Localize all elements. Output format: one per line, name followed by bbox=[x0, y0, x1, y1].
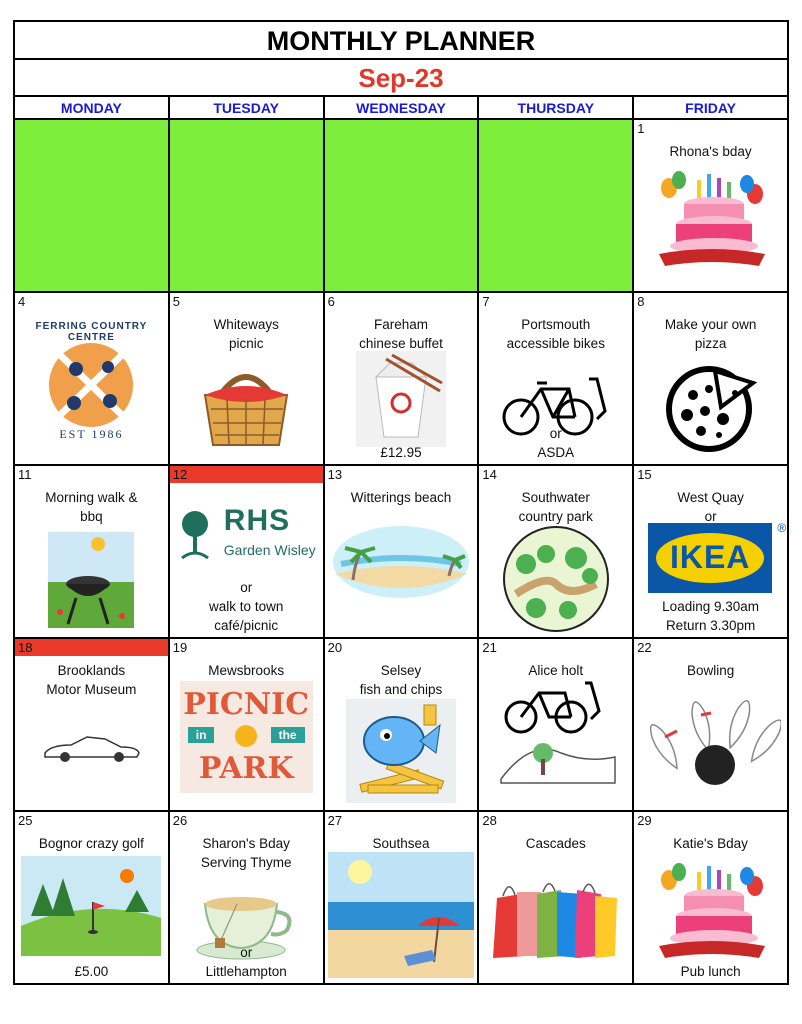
event-line: West Quay bbox=[677, 490, 744, 505]
event-text bbox=[479, 834, 632, 853]
day-cell-25 bbox=[14, 811, 169, 984]
footer-line: £5.00 bbox=[74, 964, 109, 979]
weekday-wednesday: WEDNESDAY bbox=[324, 96, 479, 119]
day-number: 13 bbox=[327, 467, 343, 482]
day-cell-20 bbox=[324, 638, 479, 811]
day-cell-29 bbox=[633, 811, 788, 984]
day-cell-21 bbox=[478, 638, 633, 811]
birthday-cake-icon bbox=[651, 166, 771, 281]
day-cell-5 bbox=[169, 292, 324, 465]
bike-trail-icon bbox=[491, 679, 621, 794]
week-row bbox=[14, 465, 788, 638]
logo-subtext: Garden Wisley bbox=[223, 542, 316, 558]
picnic-in-the-park-logo bbox=[180, 681, 313, 793]
event-line: Brooklands bbox=[57, 663, 126, 678]
event-line: Morning walk & bbox=[45, 490, 138, 505]
day-number: 7 bbox=[482, 294, 490, 309]
weekday-tuesday: TUESDAY bbox=[169, 96, 324, 119]
event-line: Serving Thyme bbox=[200, 855, 292, 870]
crazy-golf-icon bbox=[21, 856, 161, 961]
event-text bbox=[15, 488, 168, 526]
event-text bbox=[170, 661, 323, 680]
fish-and-chips-icon bbox=[346, 699, 456, 808]
logo-text: FERRING COUNTRY CENTRE bbox=[35, 321, 148, 343]
event-line: Sharon's Bday bbox=[202, 836, 290, 851]
event-text bbox=[15, 834, 168, 853]
logo-subtext: PARK bbox=[198, 751, 294, 786]
event-text bbox=[170, 315, 323, 353]
highlight-bar bbox=[170, 466, 323, 483]
event-text bbox=[634, 488, 787, 526]
day-cell-1 bbox=[633, 119, 788, 292]
footer-line: Loading 9.30am bbox=[662, 599, 759, 614]
event-text bbox=[15, 661, 168, 699]
footer-line: café/picnic bbox=[214, 618, 279, 633]
event-line: Katie's Bday bbox=[673, 836, 748, 851]
day-cell-18 bbox=[14, 638, 169, 811]
day-number: 4 bbox=[18, 294, 26, 309]
event-line: Southsea bbox=[372, 836, 430, 851]
day-cell-14 bbox=[478, 465, 633, 638]
day-number: 20 bbox=[327, 640, 343, 655]
event-line: country park bbox=[518, 509, 593, 524]
event-line: Bowling bbox=[686, 663, 735, 678]
day-number: 6 bbox=[327, 294, 335, 309]
week-row bbox=[14, 811, 788, 984]
highlight-bar bbox=[15, 639, 168, 656]
footer-line: or bbox=[549, 426, 562, 441]
event-text bbox=[479, 315, 632, 353]
day-cell-28 bbox=[478, 811, 633, 984]
event-line: Selsey bbox=[380, 663, 422, 678]
day-number: 22 bbox=[637, 640, 652, 655]
day-cell-11 bbox=[14, 465, 169, 638]
day-number: 26 bbox=[172, 813, 188, 828]
event-footer bbox=[634, 597, 787, 635]
calendar-grid bbox=[13, 95, 789, 985]
event-line: Rhona's bday bbox=[669, 144, 752, 159]
chinese-takeaway-box-icon bbox=[356, 351, 446, 452]
week-row bbox=[14, 292, 788, 465]
logo-mid-in: in bbox=[188, 727, 215, 743]
week-row bbox=[14, 638, 788, 811]
day-cell-26 bbox=[169, 811, 324, 984]
footer-line: Pub lunch bbox=[680, 964, 741, 979]
pizza-icon bbox=[663, 363, 759, 458]
event-text bbox=[479, 488, 632, 526]
event-line: Fareham bbox=[373, 317, 428, 332]
event-text bbox=[325, 315, 478, 353]
event-footer bbox=[170, 943, 323, 981]
day-number: 19 bbox=[172, 640, 188, 655]
country-park-map-icon bbox=[496, 524, 616, 638]
event-line: Motor Museum bbox=[46, 682, 137, 697]
week-row bbox=[14, 119, 788, 292]
event-line: Southwater bbox=[521, 490, 590, 505]
empty-day-cell bbox=[14, 119, 169, 292]
event-footer bbox=[479, 424, 632, 462]
day-number: 29 bbox=[637, 813, 652, 828]
footer-line: walk to town bbox=[209, 599, 284, 614]
day-number: 15 bbox=[637, 467, 652, 482]
month-label: Sep-23 bbox=[13, 58, 789, 95]
ikea-logo: IKEA ® bbox=[648, 523, 772, 593]
footer-line: Return 3.30pm bbox=[665, 618, 756, 633]
day-cell-7 bbox=[478, 292, 633, 465]
day-number: 1 bbox=[637, 121, 645, 136]
weekday-header-row bbox=[14, 96, 788, 119]
event-text bbox=[634, 315, 787, 353]
day-number: 12 bbox=[172, 467, 188, 482]
footer-line: or bbox=[240, 945, 253, 960]
event-line: Make your own bbox=[664, 317, 757, 332]
event-line: picnic bbox=[228, 336, 264, 351]
logo-text: IKEA bbox=[669, 539, 751, 575]
logo-subtext: EST 1986 bbox=[59, 427, 124, 441]
empty-day-cell bbox=[478, 119, 633, 292]
beach-island-icon bbox=[331, 522, 471, 605]
day-number: 18 bbox=[18, 640, 33, 655]
day-number: 11 bbox=[18, 467, 32, 482]
event-footer bbox=[170, 578, 323, 635]
event-text bbox=[634, 142, 787, 161]
planner-title: MONTHLY PLANNER bbox=[13, 20, 789, 58]
day-number: 14 bbox=[482, 467, 497, 482]
event-line: fish and chips bbox=[359, 682, 443, 697]
logo-mid-the: the bbox=[271, 727, 305, 743]
rhs-garden-wisley-logo bbox=[178, 504, 319, 574]
event-text bbox=[634, 834, 787, 853]
day-number: 21 bbox=[482, 640, 497, 655]
event-line: Mewsbrooks bbox=[208, 663, 285, 678]
event-text bbox=[170, 834, 323, 872]
event-line: bbq bbox=[80, 509, 103, 524]
shopping-bags-icon bbox=[491, 876, 621, 965]
bbq-grill-icon bbox=[48, 532, 134, 633]
weekday-thursday: THURSDAY bbox=[478, 96, 633, 119]
day-cell-13 bbox=[324, 465, 479, 638]
event-text bbox=[325, 661, 478, 699]
weekday-friday: FRIDAY bbox=[633, 96, 788, 119]
day-number: 28 bbox=[482, 813, 497, 828]
birthday-cake-icon bbox=[651, 858, 771, 973]
event-line: chinese buffet bbox=[359, 336, 443, 351]
event-line: or bbox=[704, 509, 717, 524]
event-line: Bognor crazy golf bbox=[38, 836, 144, 851]
bowling-icon bbox=[641, 691, 781, 796]
event-line: Portsmouth bbox=[521, 317, 591, 332]
event-line: Whiteways bbox=[213, 317, 279, 332]
day-cell-4 bbox=[14, 292, 169, 465]
footer-line: ASDA bbox=[537, 445, 575, 460]
event-text bbox=[325, 834, 478, 853]
event-line: pizza bbox=[694, 336, 727, 351]
day-cell-22 bbox=[633, 638, 788, 811]
day-number: 27 bbox=[327, 813, 343, 828]
day-cell-27 bbox=[324, 811, 479, 984]
day-cell-12 bbox=[169, 465, 324, 638]
planner-sheet bbox=[13, 20, 789, 985]
logo-text: RHS bbox=[223, 504, 291, 537]
event-line: Alice holt bbox=[528, 663, 584, 678]
footer-line: £12.95 bbox=[380, 445, 422, 460]
event-line: accessible bikes bbox=[506, 336, 605, 351]
event-text bbox=[325, 488, 478, 507]
day-cell-6 bbox=[324, 292, 479, 465]
beach-umbrella-icon bbox=[328, 852, 474, 983]
event-text bbox=[479, 661, 632, 680]
picnic-basket-icon bbox=[191, 359, 301, 454]
empty-day-cell bbox=[169, 119, 324, 292]
day-number: 25 bbox=[18, 813, 33, 828]
day-number: 8 bbox=[637, 294, 645, 309]
logo-text: PICNIC bbox=[183, 687, 310, 722]
event-text bbox=[634, 661, 787, 680]
event-footer bbox=[634, 962, 787, 981]
day-number: 5 bbox=[172, 294, 181, 309]
event-footer bbox=[325, 443, 478, 462]
event-footer bbox=[15, 962, 168, 981]
event-line: Cascades bbox=[525, 836, 586, 851]
day-cell-15 bbox=[633, 465, 788, 638]
footer-line: or bbox=[240, 580, 253, 595]
footer-line: Littlehampton bbox=[205, 964, 287, 979]
weekday-monday: MONDAY bbox=[14, 96, 169, 119]
event-line: Witterings beach bbox=[350, 490, 452, 505]
empty-day-cell bbox=[324, 119, 479, 292]
sports-car-icon bbox=[41, 733, 141, 768]
day-cell-8 bbox=[633, 292, 788, 465]
day-cell-19 bbox=[169, 638, 324, 811]
